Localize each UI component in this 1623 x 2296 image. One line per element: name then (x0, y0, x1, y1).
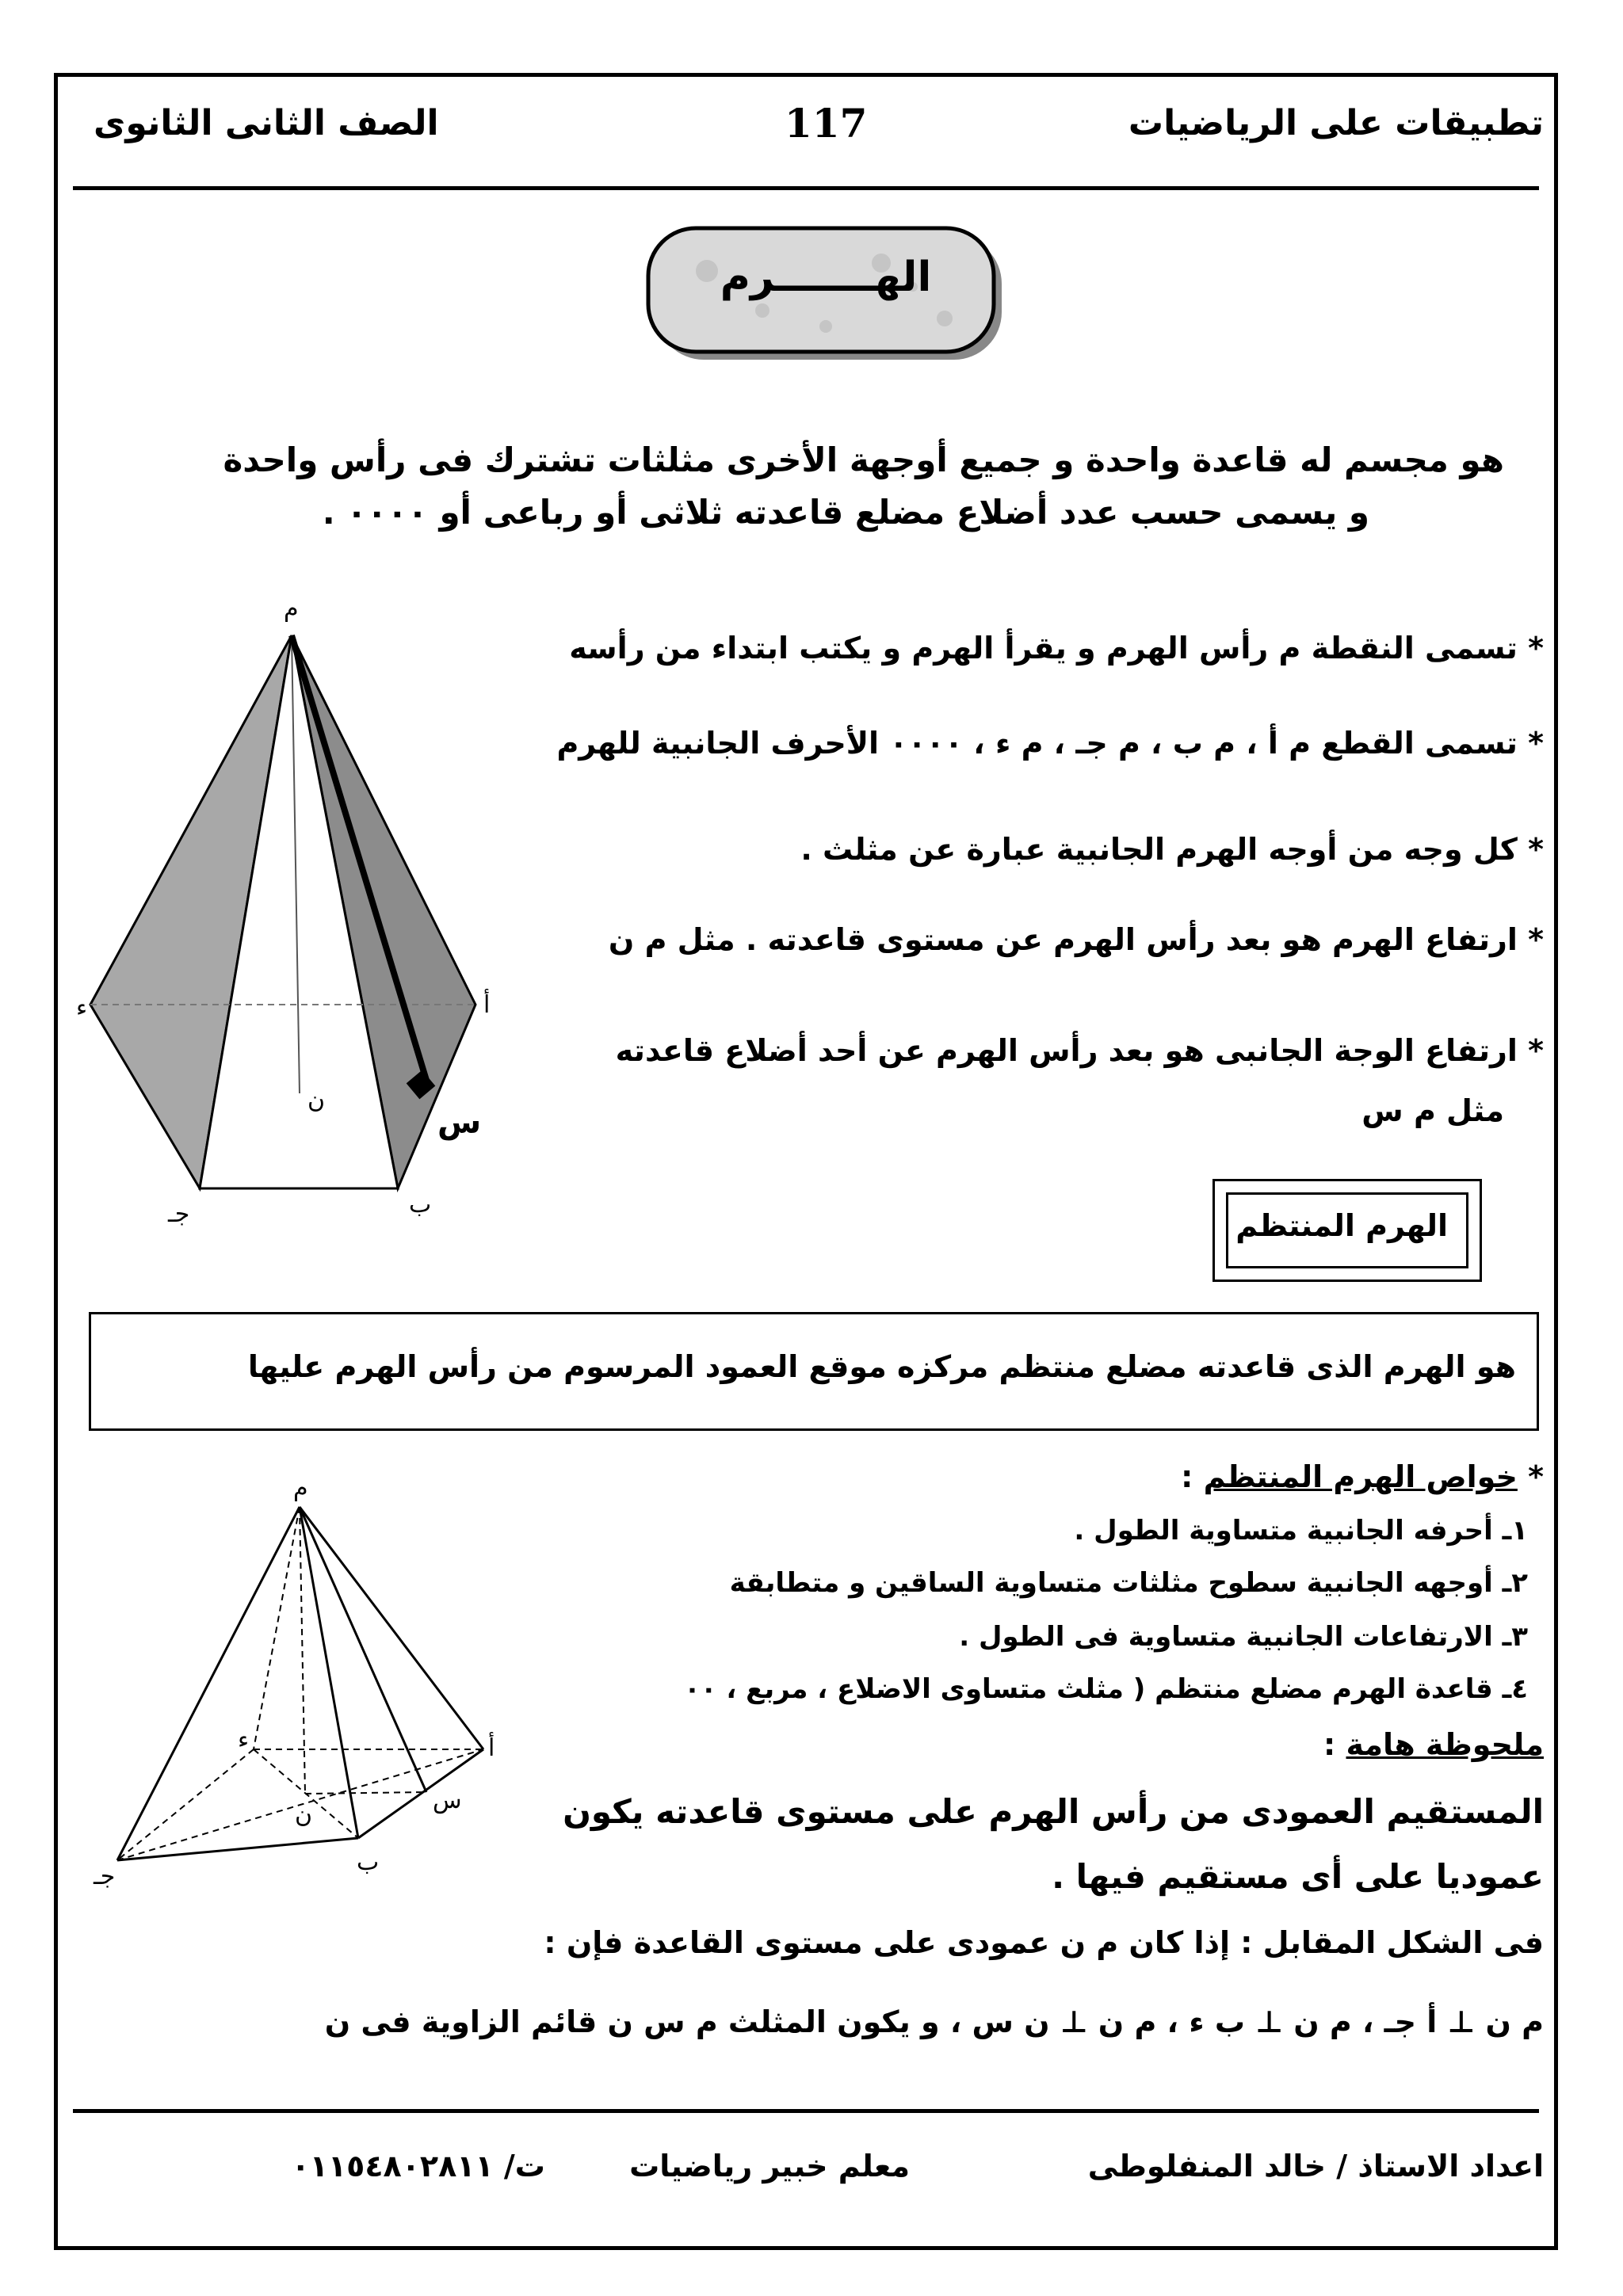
fig1-label-a: أ (483, 991, 491, 1019)
header-rule (73, 186, 1539, 190)
fig2-label-n: ن (295, 1801, 313, 1829)
fig1-label-s: س (437, 1104, 482, 1141)
page-title: الهـــــــرم (720, 254, 932, 301)
bullet-slant-height: * ارتفاع الوجة الجانبى هو بعد رأس الهرم عن أحد أضلاع قاعدته (615, 1033, 1544, 1068)
property-3: ٣ـ الارتفاعات الجانبية متساوية فى الطول . (959, 1621, 1528, 1653)
regular-heading: الهرم المنتظم (1235, 1208, 1448, 1243)
note-line-3: فى الشكل المقابل : إذا كان م ن عمودى على مستوى القاعدة فإن : (544, 1925, 1544, 1960)
page-number: 117 (785, 100, 868, 147)
footer-author: اعداد الاستاذ / خالد المنفلوطى (1087, 2149, 1544, 2183)
pyramid-figure-shaded (76, 578, 523, 1244)
fig2-label-j: جـ (94, 1863, 116, 1890)
bullet-apex: * تسمى النقطة م رأس الهرم و يقرأ الهرم و يكتب ابتداء من رأسه (569, 631, 1544, 666)
properties-heading: * خواص الهرم المنتظم : (1181, 1459, 1544, 1494)
fig2-label-d: ء (238, 1726, 250, 1754)
fig1-label-j: جـ (168, 1200, 190, 1228)
fig2-label-a: أ (488, 1734, 495, 1762)
bullet-faces: * كل وجه من أوجه الهرم الجانبية عبارة عن مثلث . (800, 832, 1544, 867)
bullet-height: * ارتفاع الهرم هو بعد رأس الهرم عن مستوى قاعدته . مثل م ن (608, 922, 1544, 957)
footer-role: معلم خبير رياضيات (629, 2149, 910, 2183)
bullet-lateral-edges: * تسمى القطع م أ ، م ب ، م جـ ، م ء ، ٠٠٠٠ الأحرف الجانبية للهرم (556, 726, 1544, 761)
fig2-label-b: ب (357, 1848, 380, 1876)
pyramid-figure-wireframe (87, 1466, 499, 1909)
regular-definition: هو الهرم الذى قاعدته مضلع منتظم مركزه موقع العمود المرسوم من رأس الهرم عليها (247, 1349, 1516, 1384)
header-grade: الصف الثانى الثانوى (94, 103, 439, 143)
fig1-label-b: ب (409, 1191, 432, 1219)
fig2-label-s: س (433, 1787, 462, 1814)
footer-rule (73, 2109, 1539, 2113)
fig1-label-d: ء (76, 994, 88, 1022)
intro-line-2: و يسمى حسب عدد أضلاع مضلع قاعدته ثلاثى أو رباعى أو ٠٠٠٠ . (322, 493, 1369, 532)
note-line-4: م ن ⊥ أ جـ ، م ن ⊥ ب ء ، م ن ⊥ ن س ، و يكون المثلث م س ن قائم الزاوية فى ن (324, 2004, 1544, 2039)
definition-box (89, 1312, 1539, 1431)
regular-heading-box (1212, 1179, 1482, 1282)
fig1-label-apex: م (284, 595, 299, 623)
header-course-title: تطبيقات على الرياضيات (1128, 103, 1544, 143)
property-1: ١ـ أحرفه الجانبية متساوية الطول . (1074, 1515, 1528, 1547)
bullet-slant-example: مثل م س (1361, 1093, 1504, 1128)
property-4: ٤ـ قاعدة الهرم مضلع منتظم ( مثلث متساوى الاضلاع ، مربع ، ٠٠ (684, 1673, 1528, 1705)
property-2: ٢ـ أوجهه الجانبية سطوح مثلثات متساوية الساقين و متطابقة (729, 1567, 1528, 1599)
intro-line-1: هو مجسم له قاعدة واحدة و جميع أوجهة الأخرى مثلثات تشترك فى رأس واحدة (223, 441, 1504, 479)
note-heading: ملحوظة هامة : (1323, 1727, 1544, 1762)
fig2-label-apex: م (293, 1474, 308, 1502)
footer-phone: ت/ ٠١١٥٤٨٠٢٨١١ (291, 2149, 545, 2183)
note-line-1: المستقيم العمودى من رأس الهرم على مستوى قاعدته يكون (563, 1792, 1544, 1831)
fig1-label-n: ن (307, 1086, 326, 1114)
note-line-2: عموديا على أى مستقيم فيها . (1052, 1857, 1544, 1896)
